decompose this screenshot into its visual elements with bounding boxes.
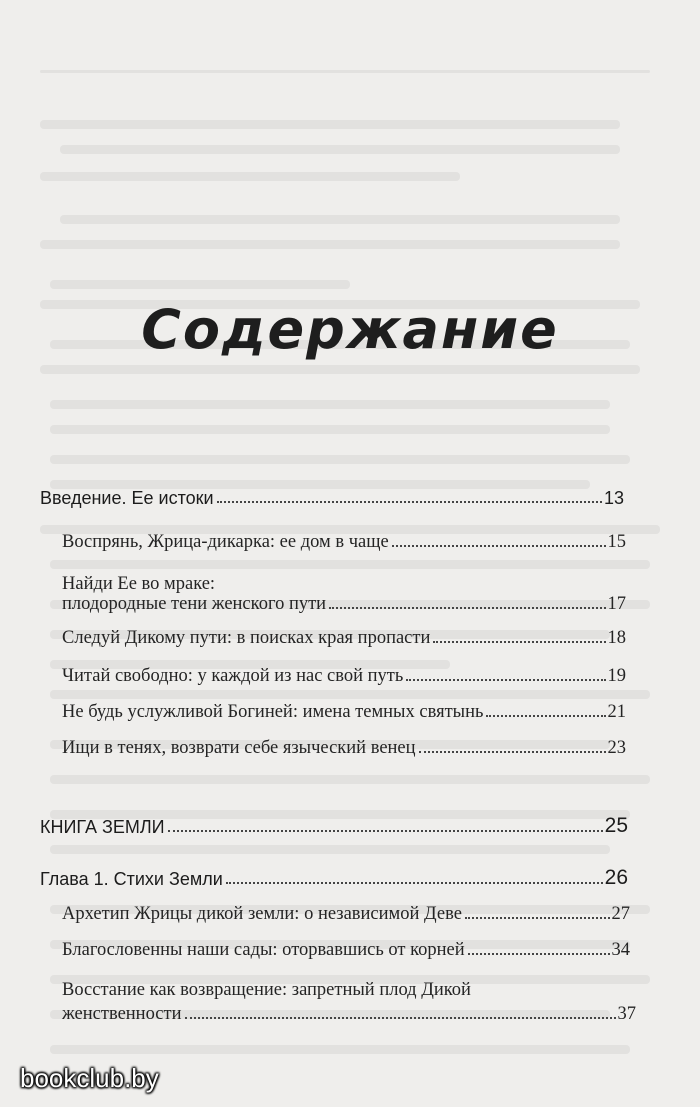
toc-entry-book-of-earth[interactable] [40,814,628,838]
site-watermark: bookclub.by [20,1063,159,1093]
leader-dots [226,882,603,884]
leader-dots [185,1017,616,1019]
toc-entry-title: Следуй Дикому пути: в поисках края пропасти [62,628,431,648]
toc-page-number: 26 [604,866,628,889]
toc-entry[interactable] [62,702,626,723]
toc-entry[interactable] [62,940,630,961]
toc-entry-title: Воспрянь, Жрица-дикарка: ее дом в чаще [62,532,389,552]
toc-entry-title: женственности [62,1004,182,1024]
toc-page-number: 25 [604,814,628,837]
leader-dots [406,679,605,681]
toc-entry[interactable] [62,532,626,553]
toc-entry[interactable] [62,1004,636,1025]
toc-entry-title: Архетип Жрицы дикой земли: о независимой Деве [62,904,462,924]
toc-entry-line-one: Восстание как возвращение: запретный плод Дикой [62,980,471,1000]
toc-entry[interactable] [62,904,630,925]
leader-dots [468,953,610,955]
toc-entry-title: Читай свободно: у каждой из нас свой путь [62,666,404,686]
toc-entry-title: КНИГА ЗЕМЛИ [40,817,165,837]
toc-entry-title: Благословенны наши сады: оторвавшись от корней [62,940,465,960]
toc-entry-title: Ищи в тенях, возврати себе языческий венец [62,738,416,758]
leader-dots [392,545,606,547]
toc-page-number: 18 [607,628,626,648]
toc-page-number: 37 [617,1004,636,1024]
toc-page-number: 27 [611,904,630,924]
toc-page-number: 19 [607,666,626,686]
toc-page-number: 23 [607,738,626,758]
toc-entry-title: Глава 1. Стихи Земли [40,869,223,889]
toc-entry[interactable] [62,666,626,687]
toc-page-number: 34 [611,940,630,960]
leader-dots [329,607,605,609]
toc-entry[interactable] [62,738,626,759]
toc-page-number: 21 [607,702,626,722]
toc-page-number: 15 [607,532,626,552]
leader-dots [168,830,603,832]
leader-dots [486,715,605,717]
toc-entry-introduction[interactable] [40,488,624,509]
toc-entry-title: плодородные тени женского пути [62,594,327,614]
toc-entry-title: Введение. Ее истоки [40,488,214,508]
page-title: Содержание [141,298,559,361]
toc-entry-title: Не будь услужливой Богиней: имена темных святынь [62,702,484,722]
toc-page-number: 13 [603,488,624,508]
leader-dots [217,501,602,503]
toc-entry-chapter-1[interactable] [40,866,628,890]
toc-page-number: 17 [607,594,626,614]
toc-entry[interactable] [62,628,626,649]
leader-dots [419,751,606,753]
leader-dots [465,917,610,919]
toc-entry-line-one: Найди Ее во мраке: [62,574,216,594]
toc-entry[interactable] [62,594,626,615]
leader-dots [433,641,605,643]
